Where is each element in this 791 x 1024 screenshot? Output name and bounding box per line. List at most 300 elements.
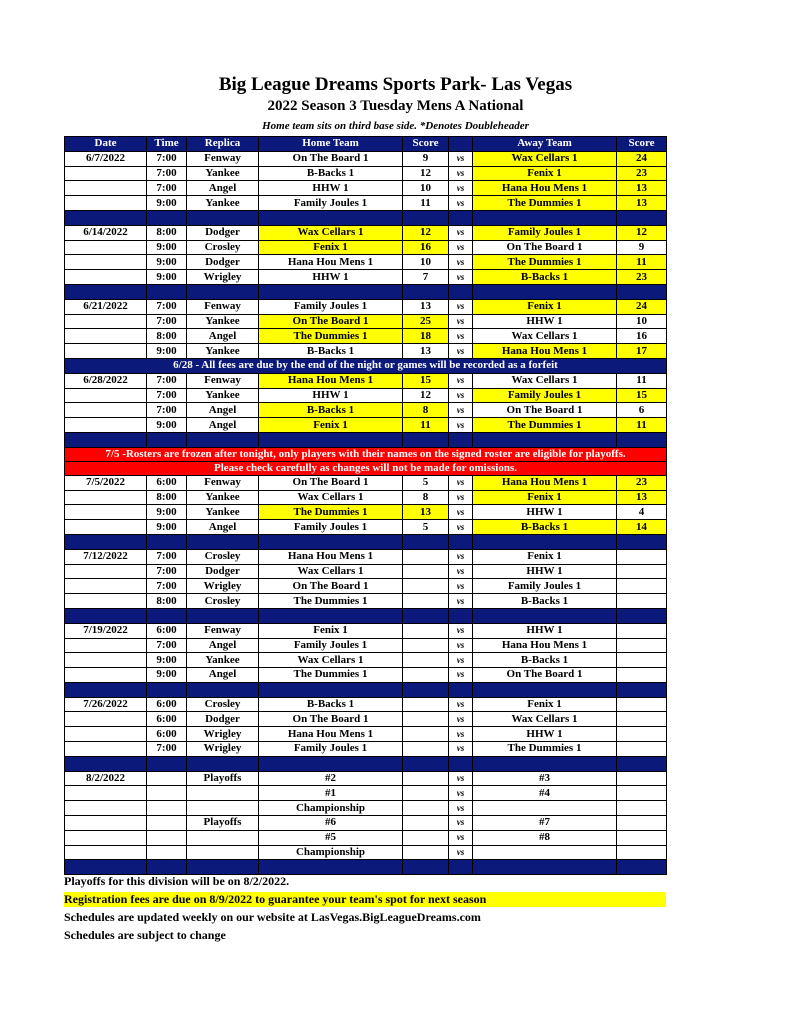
time-cell: 7:00 xyxy=(147,549,187,564)
replica-cell: Angel xyxy=(187,181,259,196)
away-team-cell: #7 xyxy=(473,816,617,831)
home-team-cell: #2 xyxy=(259,771,403,786)
replica-cell: Crosley xyxy=(187,697,259,712)
away-team-cell: B-Backs 1 xyxy=(473,520,617,535)
separator-cell xyxy=(617,210,667,225)
replica-cell: Fenway xyxy=(187,151,259,166)
home-score-cell xyxy=(403,697,449,712)
home-score-cell: 10 xyxy=(403,181,449,196)
home-team-cell: Championship xyxy=(259,801,403,816)
date-cell: 8/2/2022 xyxy=(65,771,147,786)
separator-row xyxy=(65,860,667,875)
away-team-cell: Fenix 1 xyxy=(473,299,617,314)
time-cell: 7:00 xyxy=(147,742,187,757)
date-cell: 7/26/2022 xyxy=(65,697,147,712)
away-score-cell: 12 xyxy=(617,225,667,240)
column-header-away-score: Score xyxy=(617,137,667,152)
vs-cell: vs xyxy=(449,845,473,860)
home-score-cell xyxy=(403,845,449,860)
vs-cell: vs xyxy=(449,549,473,564)
home-score-cell: 18 xyxy=(403,329,449,344)
home-score-cell xyxy=(403,786,449,801)
game-row xyxy=(65,801,667,816)
game-row xyxy=(65,225,667,240)
home-team-cell: HHW 1 xyxy=(259,388,403,403)
home-team-cell: Wax Cellars 1 xyxy=(259,225,403,240)
separator-cell xyxy=(403,534,449,549)
time-cell: 9:00 xyxy=(147,255,187,270)
game-row xyxy=(65,623,667,638)
date-cell xyxy=(65,344,147,359)
separator-cell xyxy=(187,284,259,299)
separator-cell xyxy=(187,608,259,623)
game-row xyxy=(65,196,667,211)
home-score-cell: 12 xyxy=(403,166,449,181)
separator-cell xyxy=(187,682,259,697)
away-team-cell: Hana Hou Mens 1 xyxy=(473,344,617,359)
away-score-cell xyxy=(617,668,667,683)
away-team-cell: Fenix 1 xyxy=(473,166,617,181)
vs-cell: vs xyxy=(449,299,473,314)
away-score-cell xyxy=(617,697,667,712)
home-team-cell: On The Board 1 xyxy=(259,475,403,490)
column-header-home-score: Score xyxy=(403,137,449,152)
replica-cell: Wrigley xyxy=(187,742,259,757)
table-header-row xyxy=(65,137,667,152)
home-team-cell: The Dummies 1 xyxy=(259,594,403,609)
vs-cell: vs xyxy=(449,166,473,181)
replica-cell: Wrigley xyxy=(187,727,259,742)
date-cell xyxy=(65,830,147,845)
away-score-cell: 17 xyxy=(617,344,667,359)
date-cell xyxy=(65,786,147,801)
home-team-cell: Wax Cellars 1 xyxy=(259,653,403,668)
game-row xyxy=(65,638,667,653)
home-team-cell: Wax Cellars 1 xyxy=(259,490,403,505)
away-score-cell xyxy=(617,653,667,668)
separator-cell xyxy=(617,860,667,875)
away-team-cell: B-Backs 1 xyxy=(473,270,617,285)
away-team-cell: HHW 1 xyxy=(473,727,617,742)
vs-cell: vs xyxy=(449,490,473,505)
home-team-cell: Hana Hou Mens 1 xyxy=(259,549,403,564)
separator-cell xyxy=(403,210,449,225)
away-score-cell: 9 xyxy=(617,240,667,255)
column-header-away-team: Away Team xyxy=(473,137,617,152)
game-row xyxy=(65,329,667,344)
date-cell xyxy=(65,564,147,579)
home-score-cell xyxy=(403,564,449,579)
away-team-cell: HHW 1 xyxy=(473,564,617,579)
home-score-cell xyxy=(403,771,449,786)
game-row xyxy=(65,270,667,285)
notice-text: Please check carefully as changes will not be made for omissions. xyxy=(65,461,667,475)
date-cell xyxy=(65,505,147,520)
notice-text: 6/28 - All fees are due by the end of the night or games will be recorded as a forfeit xyxy=(65,358,667,373)
game-row xyxy=(65,314,667,329)
away-team-cell: B-Backs 1 xyxy=(473,594,617,609)
separator-cell xyxy=(259,682,403,697)
replica-cell: Angel xyxy=(187,329,259,344)
roster-notice-row xyxy=(65,461,667,475)
replica-cell: Dodger xyxy=(187,712,259,727)
away-team-cell: HHW 1 xyxy=(473,314,617,329)
replica-cell: Dodger xyxy=(187,225,259,240)
away-score-cell xyxy=(617,816,667,831)
separator-cell xyxy=(403,860,449,875)
home-score-cell: 9 xyxy=(403,151,449,166)
away-team-cell: The Dummies 1 xyxy=(473,418,617,433)
away-score-cell: 15 xyxy=(617,388,667,403)
replica-cell: Dodger xyxy=(187,564,259,579)
date-cell: 6/21/2022 xyxy=(65,299,147,314)
away-score-cell xyxy=(617,623,667,638)
away-score-cell: 23 xyxy=(617,475,667,490)
vs-cell: vs xyxy=(449,505,473,520)
home-score-cell xyxy=(403,830,449,845)
fee-notice-row xyxy=(65,358,667,373)
date-cell xyxy=(65,668,147,683)
away-score-cell: 13 xyxy=(617,196,667,211)
date-cell xyxy=(65,196,147,211)
separator-cell xyxy=(147,682,187,697)
time-cell: 7:00 xyxy=(147,314,187,329)
replica-cell: Fenway xyxy=(187,623,259,638)
home-team-cell: On The Board 1 xyxy=(259,712,403,727)
home-team-cell: Hana Hou Mens 1 xyxy=(259,727,403,742)
home-score-cell: 13 xyxy=(403,299,449,314)
home-team-cell: #6 xyxy=(259,816,403,831)
away-team-cell: #3 xyxy=(473,771,617,786)
away-score-cell xyxy=(617,830,667,845)
time-cell: 8:00 xyxy=(147,225,187,240)
home-score-cell xyxy=(403,742,449,757)
column-header-vs xyxy=(449,137,473,152)
replica-cell: Crosley xyxy=(187,240,259,255)
home-score-cell: 13 xyxy=(403,344,449,359)
away-score-cell: 4 xyxy=(617,505,667,520)
vs-cell: vs xyxy=(449,623,473,638)
time-cell: 6:00 xyxy=(147,697,187,712)
time-cell: 6:00 xyxy=(147,475,187,490)
away-score-cell xyxy=(617,786,667,801)
away-team-cell: #4 xyxy=(473,786,617,801)
separator-cell xyxy=(147,284,187,299)
away-team-cell: #8 xyxy=(473,830,617,845)
separator-row xyxy=(65,756,667,771)
date-cell: 7/5/2022 xyxy=(65,475,147,490)
replica-cell: Angel xyxy=(187,668,259,683)
separator-cell xyxy=(473,284,617,299)
game-row xyxy=(65,151,667,166)
replica-cell: Fenway xyxy=(187,373,259,388)
separator-cell xyxy=(449,210,473,225)
time-cell: 9:00 xyxy=(147,653,187,668)
date-cell xyxy=(65,403,147,418)
date-cell xyxy=(65,240,147,255)
separator-cell xyxy=(65,210,147,225)
date-cell xyxy=(65,579,147,594)
away-team-cell: B-Backs 1 xyxy=(473,653,617,668)
vs-cell: vs xyxy=(449,564,473,579)
game-row xyxy=(65,712,667,727)
home-team-cell: Wax Cellars 1 xyxy=(259,564,403,579)
home-team-cell: The Dummies 1 xyxy=(259,329,403,344)
date-cell: 7/12/2022 xyxy=(65,549,147,564)
time-cell: 7:00 xyxy=(147,403,187,418)
separator-cell xyxy=(187,534,259,549)
separator-cell xyxy=(449,432,473,447)
date-cell xyxy=(65,166,147,181)
time-cell: 9:00 xyxy=(147,344,187,359)
vs-cell: vs xyxy=(449,255,473,270)
home-score-cell: 5 xyxy=(403,520,449,535)
registration-note: Registration fees are due on 8/9/2022 to guarantee your team's spot for next season xyxy=(64,892,666,907)
game-row xyxy=(65,388,667,403)
game-row xyxy=(65,490,667,505)
separator-cell xyxy=(473,608,617,623)
home-team-cell: Championship xyxy=(259,845,403,860)
vs-cell: vs xyxy=(449,668,473,683)
away-team-cell: Wax Cellars 1 xyxy=(473,373,617,388)
vs-cell: vs xyxy=(449,196,473,211)
time-cell: 9:00 xyxy=(147,418,187,433)
time-cell: 7:00 xyxy=(147,579,187,594)
replica-cell xyxy=(187,845,259,860)
date-cell xyxy=(65,845,147,860)
time-cell: 6:00 xyxy=(147,623,187,638)
separator-row xyxy=(65,432,667,447)
game-row xyxy=(65,299,667,314)
home-score-cell xyxy=(403,549,449,564)
date-cell xyxy=(65,727,147,742)
home-team-cell: B-Backs 1 xyxy=(259,344,403,359)
home-score-cell: 5 xyxy=(403,475,449,490)
home-team-cell: On The Board 1 xyxy=(259,579,403,594)
time-cell xyxy=(147,816,187,831)
game-row xyxy=(65,520,667,535)
change-note: Schedules are subject to change xyxy=(64,928,226,942)
vs-cell: vs xyxy=(449,830,473,845)
away-team-cell: HHW 1 xyxy=(473,505,617,520)
game-row xyxy=(65,373,667,388)
home-score-cell xyxy=(403,816,449,831)
replica-cell: Angel xyxy=(187,520,259,535)
separator-cell xyxy=(473,860,617,875)
date-cell xyxy=(65,801,147,816)
home-team-cell: Hana Hou Mens 1 xyxy=(259,255,403,270)
home-score-cell xyxy=(403,623,449,638)
home-team-cell: Family Joules 1 xyxy=(259,638,403,653)
home-score-cell: 7 xyxy=(403,270,449,285)
replica-cell xyxy=(187,801,259,816)
away-score-cell: 13 xyxy=(617,181,667,196)
column-header-date: Date xyxy=(65,137,147,152)
replica-cell: Playoffs xyxy=(187,771,259,786)
home-score-cell xyxy=(403,727,449,742)
separator-cell xyxy=(147,210,187,225)
vs-cell: vs xyxy=(449,653,473,668)
date-cell: 6/28/2022 xyxy=(65,373,147,388)
vs-cell: vs xyxy=(449,388,473,403)
away-score-cell xyxy=(617,727,667,742)
date-cell: 6/7/2022 xyxy=(65,151,147,166)
game-row xyxy=(65,403,667,418)
replica-cell xyxy=(187,830,259,845)
separator-row xyxy=(65,284,667,299)
date-cell xyxy=(65,314,147,329)
time-cell: 7:00 xyxy=(147,388,187,403)
home-team-cell: Hana Hou Mens 1 xyxy=(259,373,403,388)
home-score-cell: 15 xyxy=(403,373,449,388)
away-team-cell: On The Board 1 xyxy=(473,403,617,418)
away-score-cell: 11 xyxy=(617,418,667,433)
vs-cell: vs xyxy=(449,240,473,255)
replica-cell: Playoffs xyxy=(187,816,259,831)
time-cell: 7:00 xyxy=(147,181,187,196)
away-team-cell: On The Board 1 xyxy=(473,240,617,255)
game-row xyxy=(65,255,667,270)
date-cell xyxy=(65,270,147,285)
vs-cell: vs xyxy=(449,801,473,816)
home-team-cell: Fenix 1 xyxy=(259,418,403,433)
away-score-cell: 24 xyxy=(617,151,667,166)
away-team-cell: Fenix 1 xyxy=(473,549,617,564)
away-score-cell: 11 xyxy=(617,255,667,270)
separator-cell xyxy=(449,608,473,623)
away-score-cell xyxy=(617,712,667,727)
separator-row xyxy=(65,682,667,697)
separator-cell xyxy=(449,284,473,299)
away-team-cell: The Dummies 1 xyxy=(473,255,617,270)
home-team-note: Home team sits on third base side. *Denotes Doubleheader xyxy=(262,120,529,132)
separator-cell xyxy=(403,432,449,447)
replica-cell: Yankee xyxy=(187,166,259,181)
game-row xyxy=(65,771,667,786)
column-header-time: Time xyxy=(147,137,187,152)
home-score-cell: 16 xyxy=(403,240,449,255)
separator-cell xyxy=(403,608,449,623)
game-row xyxy=(65,845,667,860)
vs-cell: vs xyxy=(449,151,473,166)
separator-cell xyxy=(65,608,147,623)
away-score-cell xyxy=(617,638,667,653)
replica-cell: Angel xyxy=(187,418,259,433)
schedule-body xyxy=(65,151,667,874)
column-header-replica: Replica xyxy=(187,137,259,152)
vs-cell: vs xyxy=(449,403,473,418)
vs-cell: vs xyxy=(449,579,473,594)
vs-cell: vs xyxy=(449,771,473,786)
page-title: Big League Dreams Sports Park- Las Vegas xyxy=(218,74,573,95)
time-cell: 7:00 xyxy=(147,166,187,181)
time-cell xyxy=(147,845,187,860)
vs-cell: vs xyxy=(449,373,473,388)
vs-cell: vs xyxy=(449,786,473,801)
vs-cell: vs xyxy=(449,697,473,712)
away-team-cell: Wax Cellars 1 xyxy=(473,712,617,727)
separator-cell xyxy=(473,210,617,225)
date-cell xyxy=(65,181,147,196)
replica-cell: Yankee xyxy=(187,653,259,668)
vs-cell: vs xyxy=(449,344,473,359)
replica-cell: Yankee xyxy=(187,314,259,329)
vs-cell: vs xyxy=(449,727,473,742)
replica-cell: Angel xyxy=(187,403,259,418)
vs-cell: vs xyxy=(449,475,473,490)
away-score-cell: 23 xyxy=(617,270,667,285)
time-cell: 7:00 xyxy=(147,299,187,314)
replica-cell: Yankee xyxy=(187,388,259,403)
separator-row xyxy=(65,608,667,623)
roster-notice-row xyxy=(65,447,667,461)
home-score-cell xyxy=(403,801,449,816)
time-cell: 9:00 xyxy=(147,196,187,211)
home-team-cell: Fenix 1 xyxy=(259,623,403,638)
game-row xyxy=(65,564,667,579)
home-score-cell: 25 xyxy=(403,314,449,329)
separator-cell xyxy=(473,682,617,697)
home-score-cell: 8 xyxy=(403,403,449,418)
away-team-cell: HHW 1 xyxy=(473,623,617,638)
home-score-cell xyxy=(403,653,449,668)
separator-cell xyxy=(147,860,187,875)
home-score-cell xyxy=(403,668,449,683)
replica-cell: Fenway xyxy=(187,299,259,314)
separator-cell xyxy=(65,860,147,875)
separator-cell xyxy=(473,756,617,771)
vs-cell: vs xyxy=(449,329,473,344)
time-cell: 9:00 xyxy=(147,520,187,535)
separator-cell xyxy=(65,534,147,549)
separator-cell xyxy=(65,432,147,447)
away-score-cell: 10 xyxy=(617,314,667,329)
date-cell xyxy=(65,329,147,344)
home-team-cell: The Dummies 1 xyxy=(259,668,403,683)
game-row xyxy=(65,786,667,801)
separator-row xyxy=(65,534,667,549)
schedule-table xyxy=(64,136,667,875)
website-note: Schedules are updated weekly on our website at LasVegas.BigLeagueDreams.com xyxy=(64,910,481,924)
home-team-cell: On The Board 1 xyxy=(259,151,403,166)
date-cell xyxy=(65,520,147,535)
home-score-cell: 13 xyxy=(403,505,449,520)
away-score-cell: 23 xyxy=(617,166,667,181)
playoffs-note: Playoffs for this division will be on 8/2/2022. xyxy=(64,874,290,888)
date-cell: 6/14/2022 xyxy=(65,225,147,240)
separator-cell xyxy=(617,608,667,623)
home-team-cell: Family Joules 1 xyxy=(259,299,403,314)
separator-cell xyxy=(259,860,403,875)
home-score-cell: 12 xyxy=(403,388,449,403)
away-score-cell xyxy=(617,742,667,757)
replica-cell: Dodger xyxy=(187,255,259,270)
home-team-cell: #5 xyxy=(259,830,403,845)
separator-cell xyxy=(65,756,147,771)
separator-cell xyxy=(187,432,259,447)
vs-cell: vs xyxy=(449,712,473,727)
date-cell xyxy=(65,418,147,433)
game-row xyxy=(65,830,667,845)
away-team-cell: Hana Hou Mens 1 xyxy=(473,181,617,196)
vs-cell: vs xyxy=(449,314,473,329)
date-cell xyxy=(65,816,147,831)
game-row xyxy=(65,727,667,742)
date-cell xyxy=(65,712,147,727)
away-team-cell: The Dummies 1 xyxy=(473,196,617,211)
time-cell: 7:00 xyxy=(147,151,187,166)
separator-cell xyxy=(403,284,449,299)
